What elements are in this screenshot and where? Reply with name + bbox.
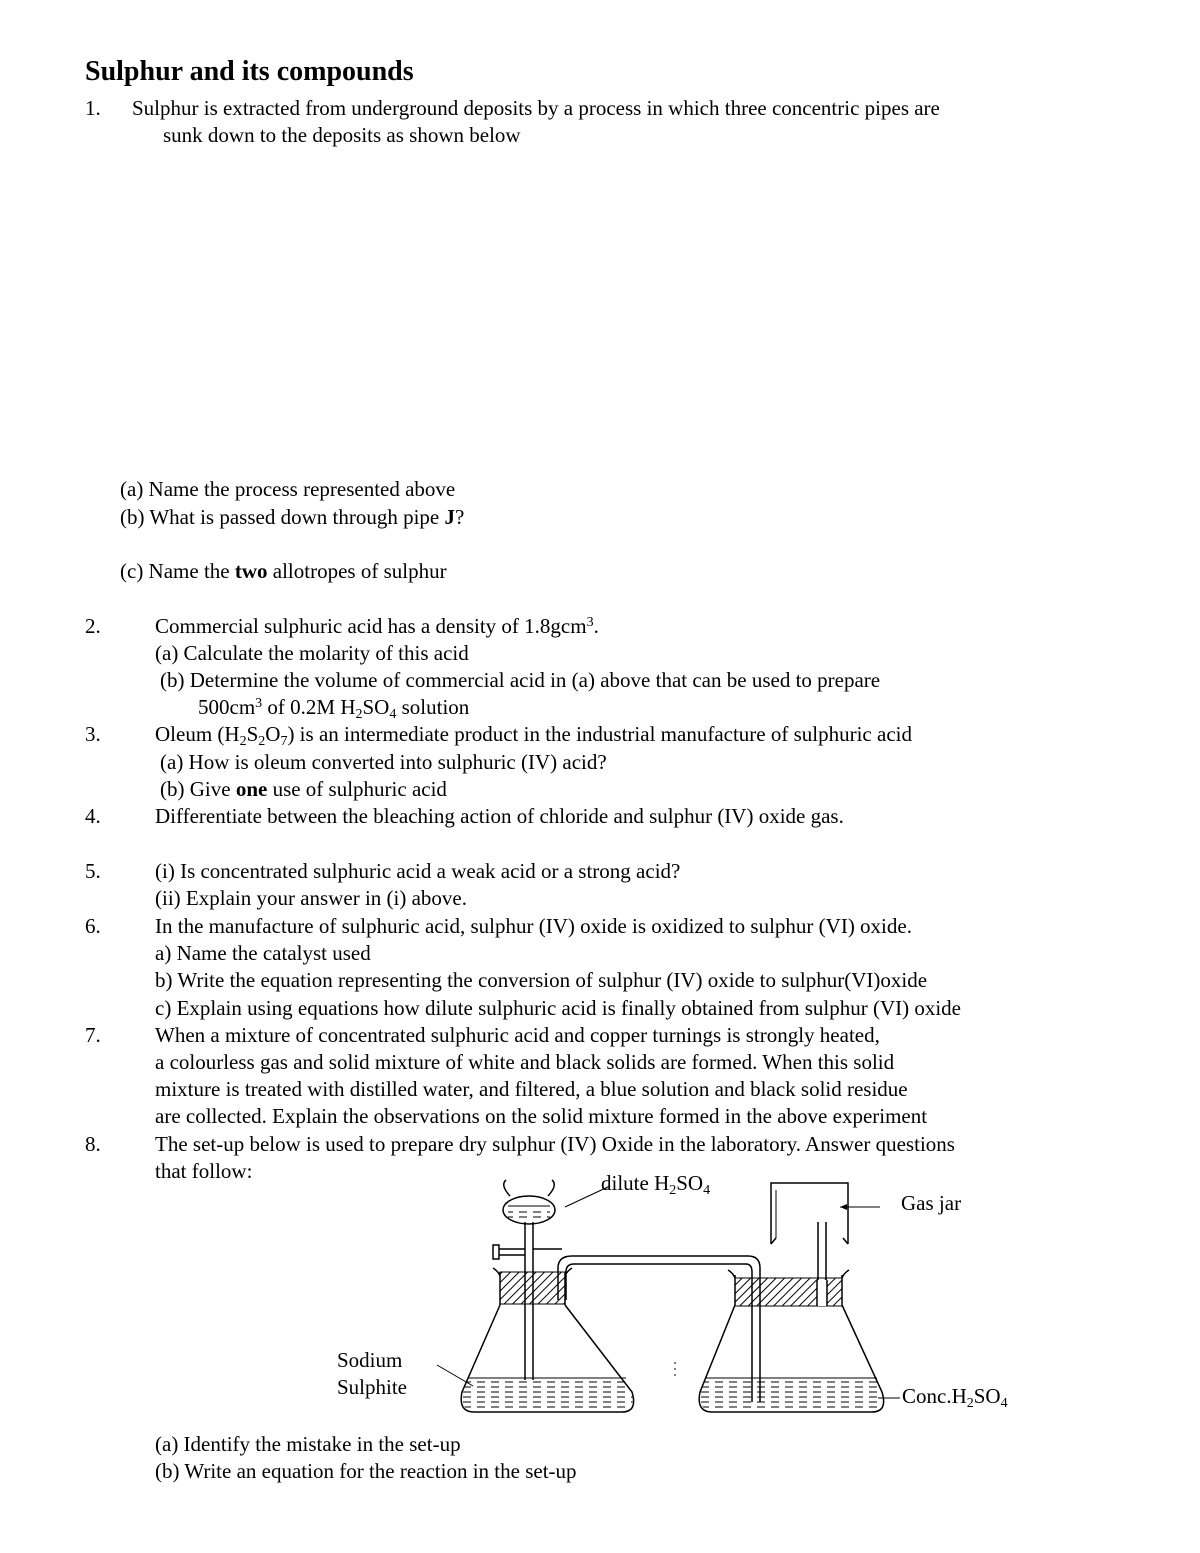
question-1c: (c) Name the two allotropes of sulphur bbox=[120, 559, 447, 583]
question-3a: (a) How is oleum converted into sulphuric (IV) acid? bbox=[160, 750, 607, 774]
question-3-number: 3. bbox=[85, 722, 101, 746]
question-5-number: 5. bbox=[85, 859, 101, 883]
question-2-number: 2. bbox=[85, 614, 101, 638]
question-2b: (b) Determine the volume of commercial acid in (a) above that can be used to prepare bbox=[160, 668, 881, 692]
question-6b: b) Write the equation representing the conversion of sulphur (IV) oxide to sulphur(VI)oxide bbox=[155, 968, 928, 992]
gas-jar-tube bbox=[817, 1222, 827, 1306]
dilute-acid-label: dilute $H_2SO_4$ bbox=[601, 1171, 711, 1198]
gas-jar-label: Gas jar bbox=[901, 1191, 962, 1215]
question-5i: (i) Is concentrated sulphuric acid a weak acid or a strong acid? bbox=[155, 859, 681, 883]
question-6-number: 6. bbox=[85, 914, 101, 938]
sodium-sulphite-pointer bbox=[437, 1365, 473, 1386]
question-8-line-2: that follow: bbox=[155, 1159, 253, 1183]
question-2-line-1: Commercial sulphuric acid has a density of 1.8gcm$^3$. bbox=[155, 614, 599, 638]
question-2a: (a) Calculate the molarity of this acid bbox=[155, 641, 469, 665]
gas-jar bbox=[771, 1183, 848, 1244]
question-5ii: (ii) Explain your answer in (i) above. bbox=[155, 886, 467, 910]
question-4-line-1: Differentiate between the bleaching action of chloride and sulphur (IV) oxide gas. bbox=[155, 804, 844, 828]
question-1a: (a) Name the process represented above bbox=[120, 477, 456, 501]
page-title: Sulphur and its compounds bbox=[85, 56, 414, 87]
question-1-number: 1. bbox=[85, 96, 101, 120]
question-4-number: 4. bbox=[85, 804, 101, 828]
question-1-line-1: Sulphur is extracted from underground deposits by a process in which three concentric pipes are bbox=[132, 96, 940, 120]
question-7-line-1: When a mixture of concentrated sulphuric acid and copper turnings is strongly heated, bbox=[155, 1023, 880, 1047]
question-8b: (b) Write an equation for the reaction in the set-up bbox=[155, 1459, 577, 1483]
question-1b: (b) What is passed down through pipe J? bbox=[120, 505, 465, 529]
question-8-line-1: The set-up below is used to prepare dry sulphur (IV) Oxide in the laboratory. Answer questions bbox=[155, 1132, 955, 1156]
question-6a: a) Name the catalyst used bbox=[155, 941, 371, 965]
sulphite-label: Sulphite bbox=[337, 1375, 408, 1399]
question-2b-line-2: $500cm^3$ of 0.2M $H_2SO_4$ solution bbox=[198, 695, 470, 722]
sodium-label: Sodium bbox=[337, 1348, 403, 1372]
question-7-line-2: a colourless gas and solid mixture of white and black solids are formed. When this solid bbox=[155, 1050, 895, 1074]
question-7-line-3: mixture is treated with distilled water, and filtered, a blue solution and black solid residue bbox=[155, 1077, 908, 1101]
question-6-line-1: In the manufacture of sulphuric acid, sulphur (IV) oxide is oxidized to sulphur (VI) oxide. bbox=[155, 914, 912, 938]
question-8a: (a) Identify the mistake in the set-up bbox=[155, 1432, 461, 1456]
question-7-number: 7. bbox=[85, 1023, 101, 1047]
question-7-line-4: are collected. Explain the observations on the solid mixture formed in the above experiment bbox=[155, 1104, 928, 1128]
question-8-number: 8. bbox=[85, 1132, 101, 1156]
question-6c: c) Explain using equations how dilute sulphuric acid is finally obtained from sulphur (VI) oxide bbox=[155, 996, 961, 1020]
question-3b: (b) Give one use of sulphuric acid bbox=[160, 777, 447, 801]
question-1-line-2: sunk down to the deposits as shown below bbox=[163, 123, 521, 147]
question-3-line-1: Oleum $(H_2S_2O_7)$ is an intermediate product in the industrial manufacture of sulphuric acid bbox=[155, 722, 912, 749]
conc-acid-label: $Conc.H_2SO_4$ bbox=[902, 1384, 1008, 1411]
